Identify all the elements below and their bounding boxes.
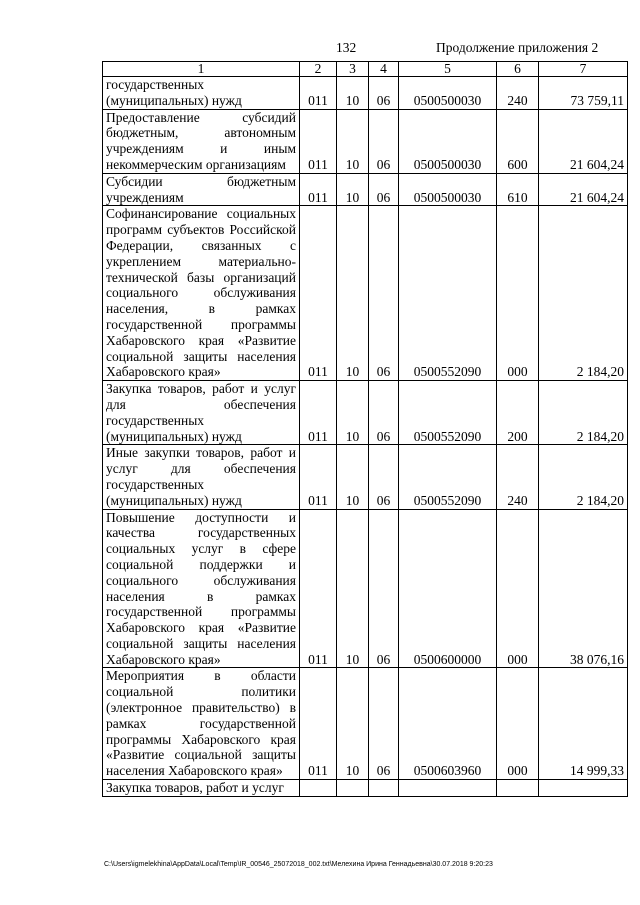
cell-ministry: 011 [300, 206, 337, 381]
table-header-row [103, 62, 628, 77]
cell-section: 10 [337, 173, 369, 206]
row-name: Повышение доступности и качества государственных социальных услуг в сфере социальной поддержки и социального обслуживания населения в рамках государственной программы Хабаровского края «Развитие социальной защиты населения Хабаровского края» [103, 509, 300, 668]
table-row [103, 173, 628, 206]
table-row [103, 509, 628, 668]
column-header: 2 [300, 62, 337, 77]
cell-target: 0500603960 [399, 668, 497, 780]
cell-subsection: 06 [369, 173, 399, 206]
cell-ministry [300, 780, 337, 797]
cell-amount [539, 780, 628, 797]
table-row [103, 206, 628, 381]
row-name: Софинансирование социальных программ субъектов Российской Федерации, связанных с укреплением материально-технической базы организаций социального обслуживания населения, в рамках государственной программы Хабаровского края «Развитие социальной защиты населения Хабаровского края» [103, 206, 300, 381]
cell-ministry: 011 [300, 77, 337, 110]
column-header: 6 [497, 62, 539, 77]
column-header: 1 [103, 62, 300, 77]
cell-section: 10 [337, 77, 369, 110]
cell-expense-type: 600 [497, 109, 539, 173]
cell-ministry: 011 [300, 381, 337, 445]
cell-ministry: 011 [300, 109, 337, 173]
cell-expense-type: 240 [497, 77, 539, 110]
cell-expense-type: 240 [497, 445, 539, 509]
cell-expense-type: 000 [497, 206, 539, 381]
cell-subsection: 06 [369, 206, 399, 381]
cell-section: 10 [337, 509, 369, 668]
cell-subsection: 06 [369, 509, 399, 668]
row-name: Иные закупки товаров, работ и услуг для обеспечения государственных (муниципальных) нужд [103, 445, 300, 509]
cell-amount: 2 184,20 [539, 445, 628, 509]
cell-target: 0500552090 [399, 206, 497, 381]
cell-section: 10 [337, 381, 369, 445]
row-name: Мероприятия в области социальной политики (электронное правительство) в рамках государственной программы Хабаровского края «Развитие социальной защиты населения Хабаровского края» [103, 668, 300, 780]
cell-subsection: 06 [369, 77, 399, 110]
cell-amount: 38 076,16 [539, 509, 628, 668]
cell-amount: 73 759,11 [539, 77, 628, 110]
cell-target: 0500552090 [399, 445, 497, 509]
row-name: Субсидии бюджетным учреждениям [103, 173, 300, 206]
cell-ministry: 011 [300, 173, 337, 206]
cell-section: 10 [337, 206, 369, 381]
cell-section: 10 [337, 109, 369, 173]
table-row [103, 109, 628, 173]
cell-expense-type: 000 [497, 668, 539, 780]
cell-target: 0500500030 [399, 109, 497, 173]
cell-expense-type: 200 [497, 381, 539, 445]
file-path-footer: C:\Users\igmelekhina\AppData\Local\Temp\IR_00546_25072018_002.txt\Мелехина Ирина Геннадьевна\30.07.2018 9:20:23 [104, 861, 493, 868]
row-name: государственных (муниципальных) нужд [103, 77, 300, 110]
cell-expense-type: 000 [497, 509, 539, 668]
column-header: 7 [539, 62, 628, 77]
cell-subsection: 06 [369, 381, 399, 445]
cell-amount: 21 604,24 [539, 173, 628, 206]
column-header: 4 [369, 62, 399, 77]
cell-amount: 14 999,33 [539, 668, 628, 780]
page-number: 132 [336, 40, 357, 55]
cell-subsection: 06 [369, 445, 399, 509]
cell-target: 0500500030 [399, 173, 497, 206]
cell-ministry: 011 [300, 668, 337, 780]
cell-section: 10 [337, 445, 369, 509]
cell-ministry: 011 [300, 509, 337, 668]
cell-section [337, 780, 369, 797]
cell-ministry: 011 [300, 445, 337, 509]
table-row [103, 77, 628, 110]
cell-target: 0500552090 [399, 381, 497, 445]
cell-expense-type: 610 [497, 173, 539, 206]
cell-target: 0500500030 [399, 77, 497, 110]
column-header: 3 [337, 62, 369, 77]
row-name: Предоставление субсидий бюджетным, автономным учреждениям и иным некоммерческим организациям [103, 109, 300, 173]
cell-target [399, 780, 497, 797]
cell-amount: 2 184,20 [539, 206, 628, 381]
table-row [103, 445, 628, 509]
cell-subsection: 06 [369, 668, 399, 780]
table-row [103, 780, 628, 797]
row-name: Закупка товаров, работ и услуг для обеспечения государственных (муниципальных) нужд [103, 381, 300, 445]
cell-subsection: 06 [369, 109, 399, 173]
cell-amount: 2 184,20 [539, 381, 628, 445]
cell-amount: 21 604,24 [539, 109, 628, 173]
table-row [103, 381, 628, 445]
cell-section: 10 [337, 668, 369, 780]
cell-expense-type [497, 780, 539, 797]
table-row [103, 668, 628, 780]
cell-target: 0500600000 [399, 509, 497, 668]
budget-table [102, 61, 628, 797]
column-header: 5 [399, 62, 497, 77]
cell-subsection [369, 780, 399, 797]
continuation-label: Продолжение приложения 2 [436, 40, 599, 55]
row-name: Закупка товаров, работ и услуг [103, 780, 300, 797]
